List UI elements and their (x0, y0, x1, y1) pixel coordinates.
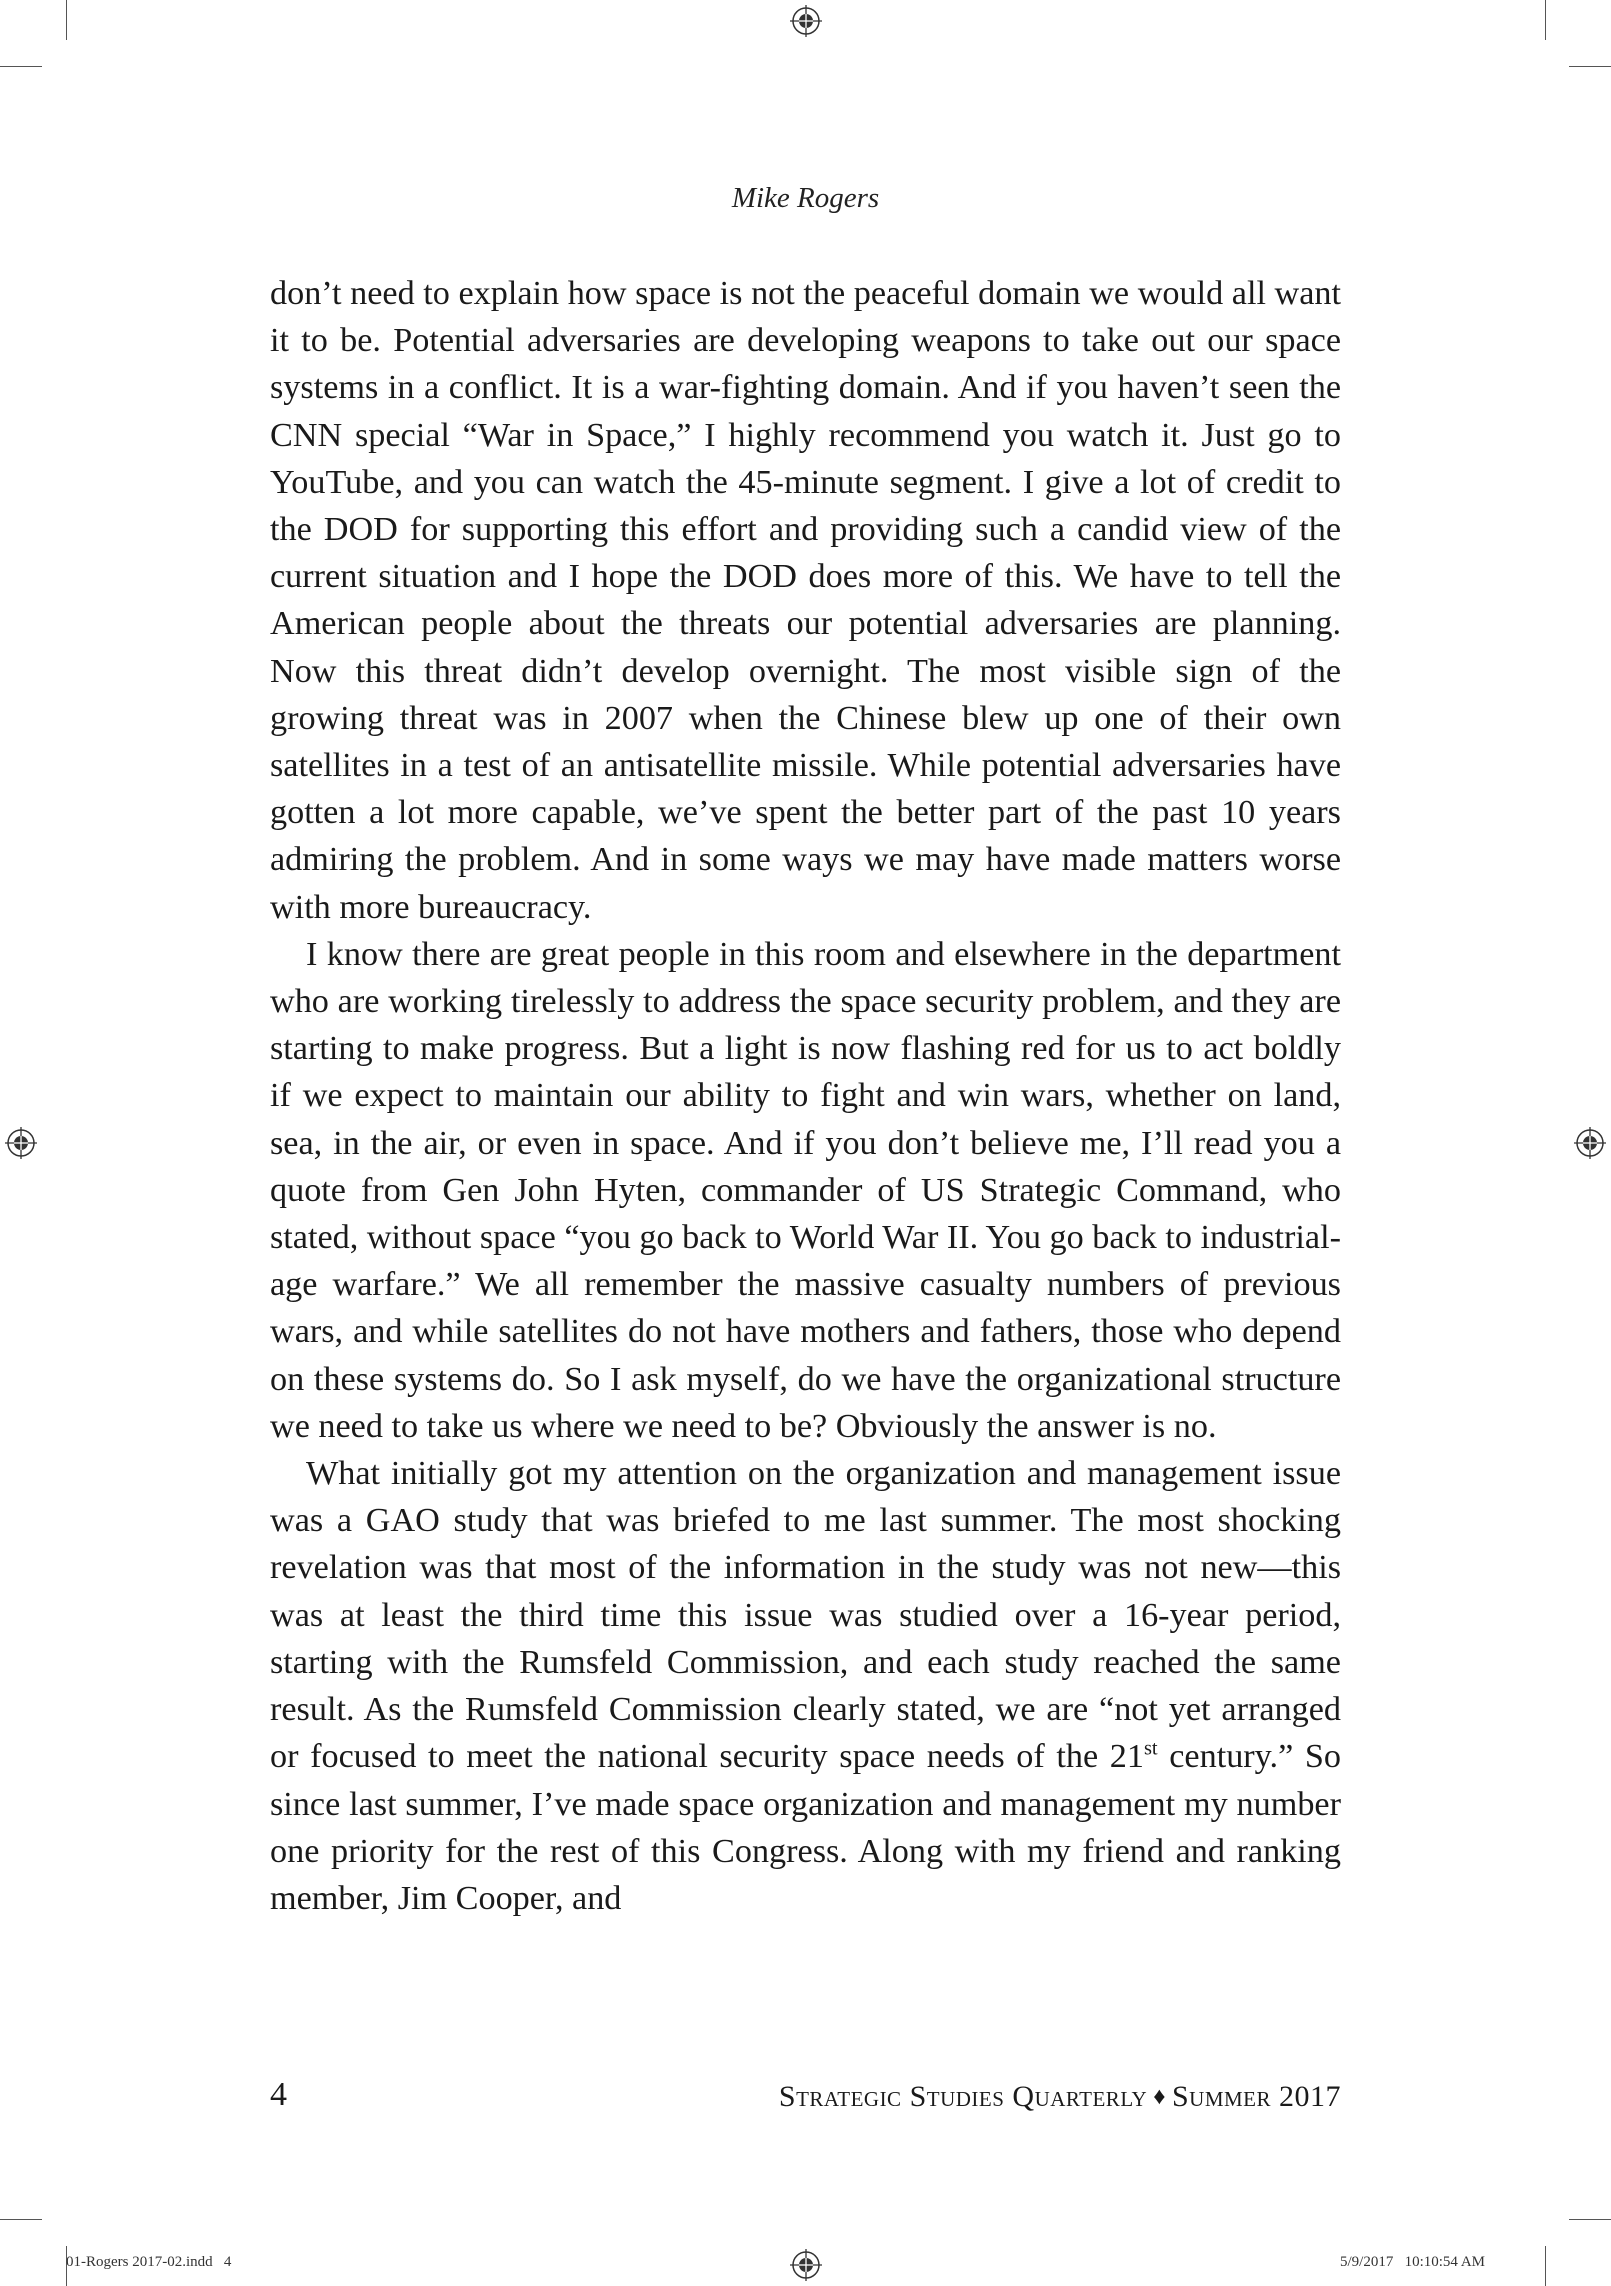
journal-footer (779, 2080, 1341, 2114)
crop-mark (1545, 0, 1546, 40)
paragraph: I know there are great people in this room and elsewhere in the department who are working tirelessly to address the space security problem, and they are starting to make progress. But a light is now flashing red for us to act boldly if we expect to maintain our ability to fight and win wars, whether on land, sea, in the air, or even in space. And if you don’t believe me, I’ll read you a quote from Gen John Hyten, commander of US Strategic Command, who stated, without space “you go back to World War II. You go back to industrial-age warfare.” We all remember the massive casualty numbers of previous wars, and while satellites do not have mothers and fathers, those who depend on these systems do. So I ask myself, do we have the organizational structure we need to take us where we need to be? Obviously the answer is no. (270, 935, 1341, 1445)
paragraph (270, 1450, 1341, 1922)
running-head: Mike Rogers (731, 182, 880, 214)
slug-timestamp: 5/9/2017 10:10:54 AM (1340, 2254, 1486, 2270)
diamond-icon: ♦ (1153, 2084, 1166, 2110)
paragraph: don’t need to explain how space is not the peaceful domain we would all want it to be. Potential adversaries are developing weapons to take out our space systems in a conflict. It is a war-fighting domain. And if you haven’t seen the CNN special “War in Space,” I highly recommend you watch it. Just go to YouTube, and you can watch the 45-minute segment. I give a lot of credit to the DOD for supporting this effort and providing such a candid view of the current situation and I hope the DOD does more of this. We have to tell the American people about the threats our potential adversaries are planning. Now this threat didn’t develop overnight. The most visible sign of the growing threat was in 2007 when the Chinese blew up one of their own satellites in a test of an antisatellite missile. While potential adversaries have gotten a lot more capable, we’ve spent the better part of the past 10 years admiring the problem. And in some ways we may have made matters worse with more bureaucracy. (270, 275, 1341, 926)
page-number: 4 (270, 2076, 287, 2113)
journal-issue: Summer 2017 (1171, 2080, 1341, 2113)
slug-filename: 01-Rogers 2017-02.indd 4 (66, 2254, 232, 2270)
crop-mark (1545, 2246, 1546, 2286)
registration-mark-icon (4, 1126, 38, 1160)
registration-mark-icon (1573, 1126, 1607, 1160)
journal-title: Strategic Studies Quarterly (778, 2080, 1148, 2113)
paragraph-text: century.” So since last summer, I’ve made space organization and management my number one priority for the rest of this Congress. Along with my friend and ranking member, Jim Cooper, and (270, 1738, 1341, 1917)
crop-mark (0, 66, 42, 67)
superscript: st (1143, 1737, 1158, 1760)
registration-mark-icon (789, 2248, 823, 2282)
crop-mark (1569, 66, 1611, 67)
crop-mark (0, 2219, 42, 2220)
paragraph-text: What initially got my attention on the organization and management issue was a GAO study that was briefed to me last summer. The most shocking revelation was that most of the information in the study was not new—this was at least the third time this issue was studied over a 16-year period, starting with the Rumsfeld Commission, and each study reached the same result. As the Rumsfeld Commission clearly stated, we are “not yet arranged or focused to meet the national security space needs of the 21 (270, 1455, 1341, 1776)
crop-mark (1569, 2219, 1611, 2220)
crop-mark (66, 0, 67, 40)
registration-mark-icon (789, 4, 823, 38)
body-text (270, 270, 1341, 1922)
